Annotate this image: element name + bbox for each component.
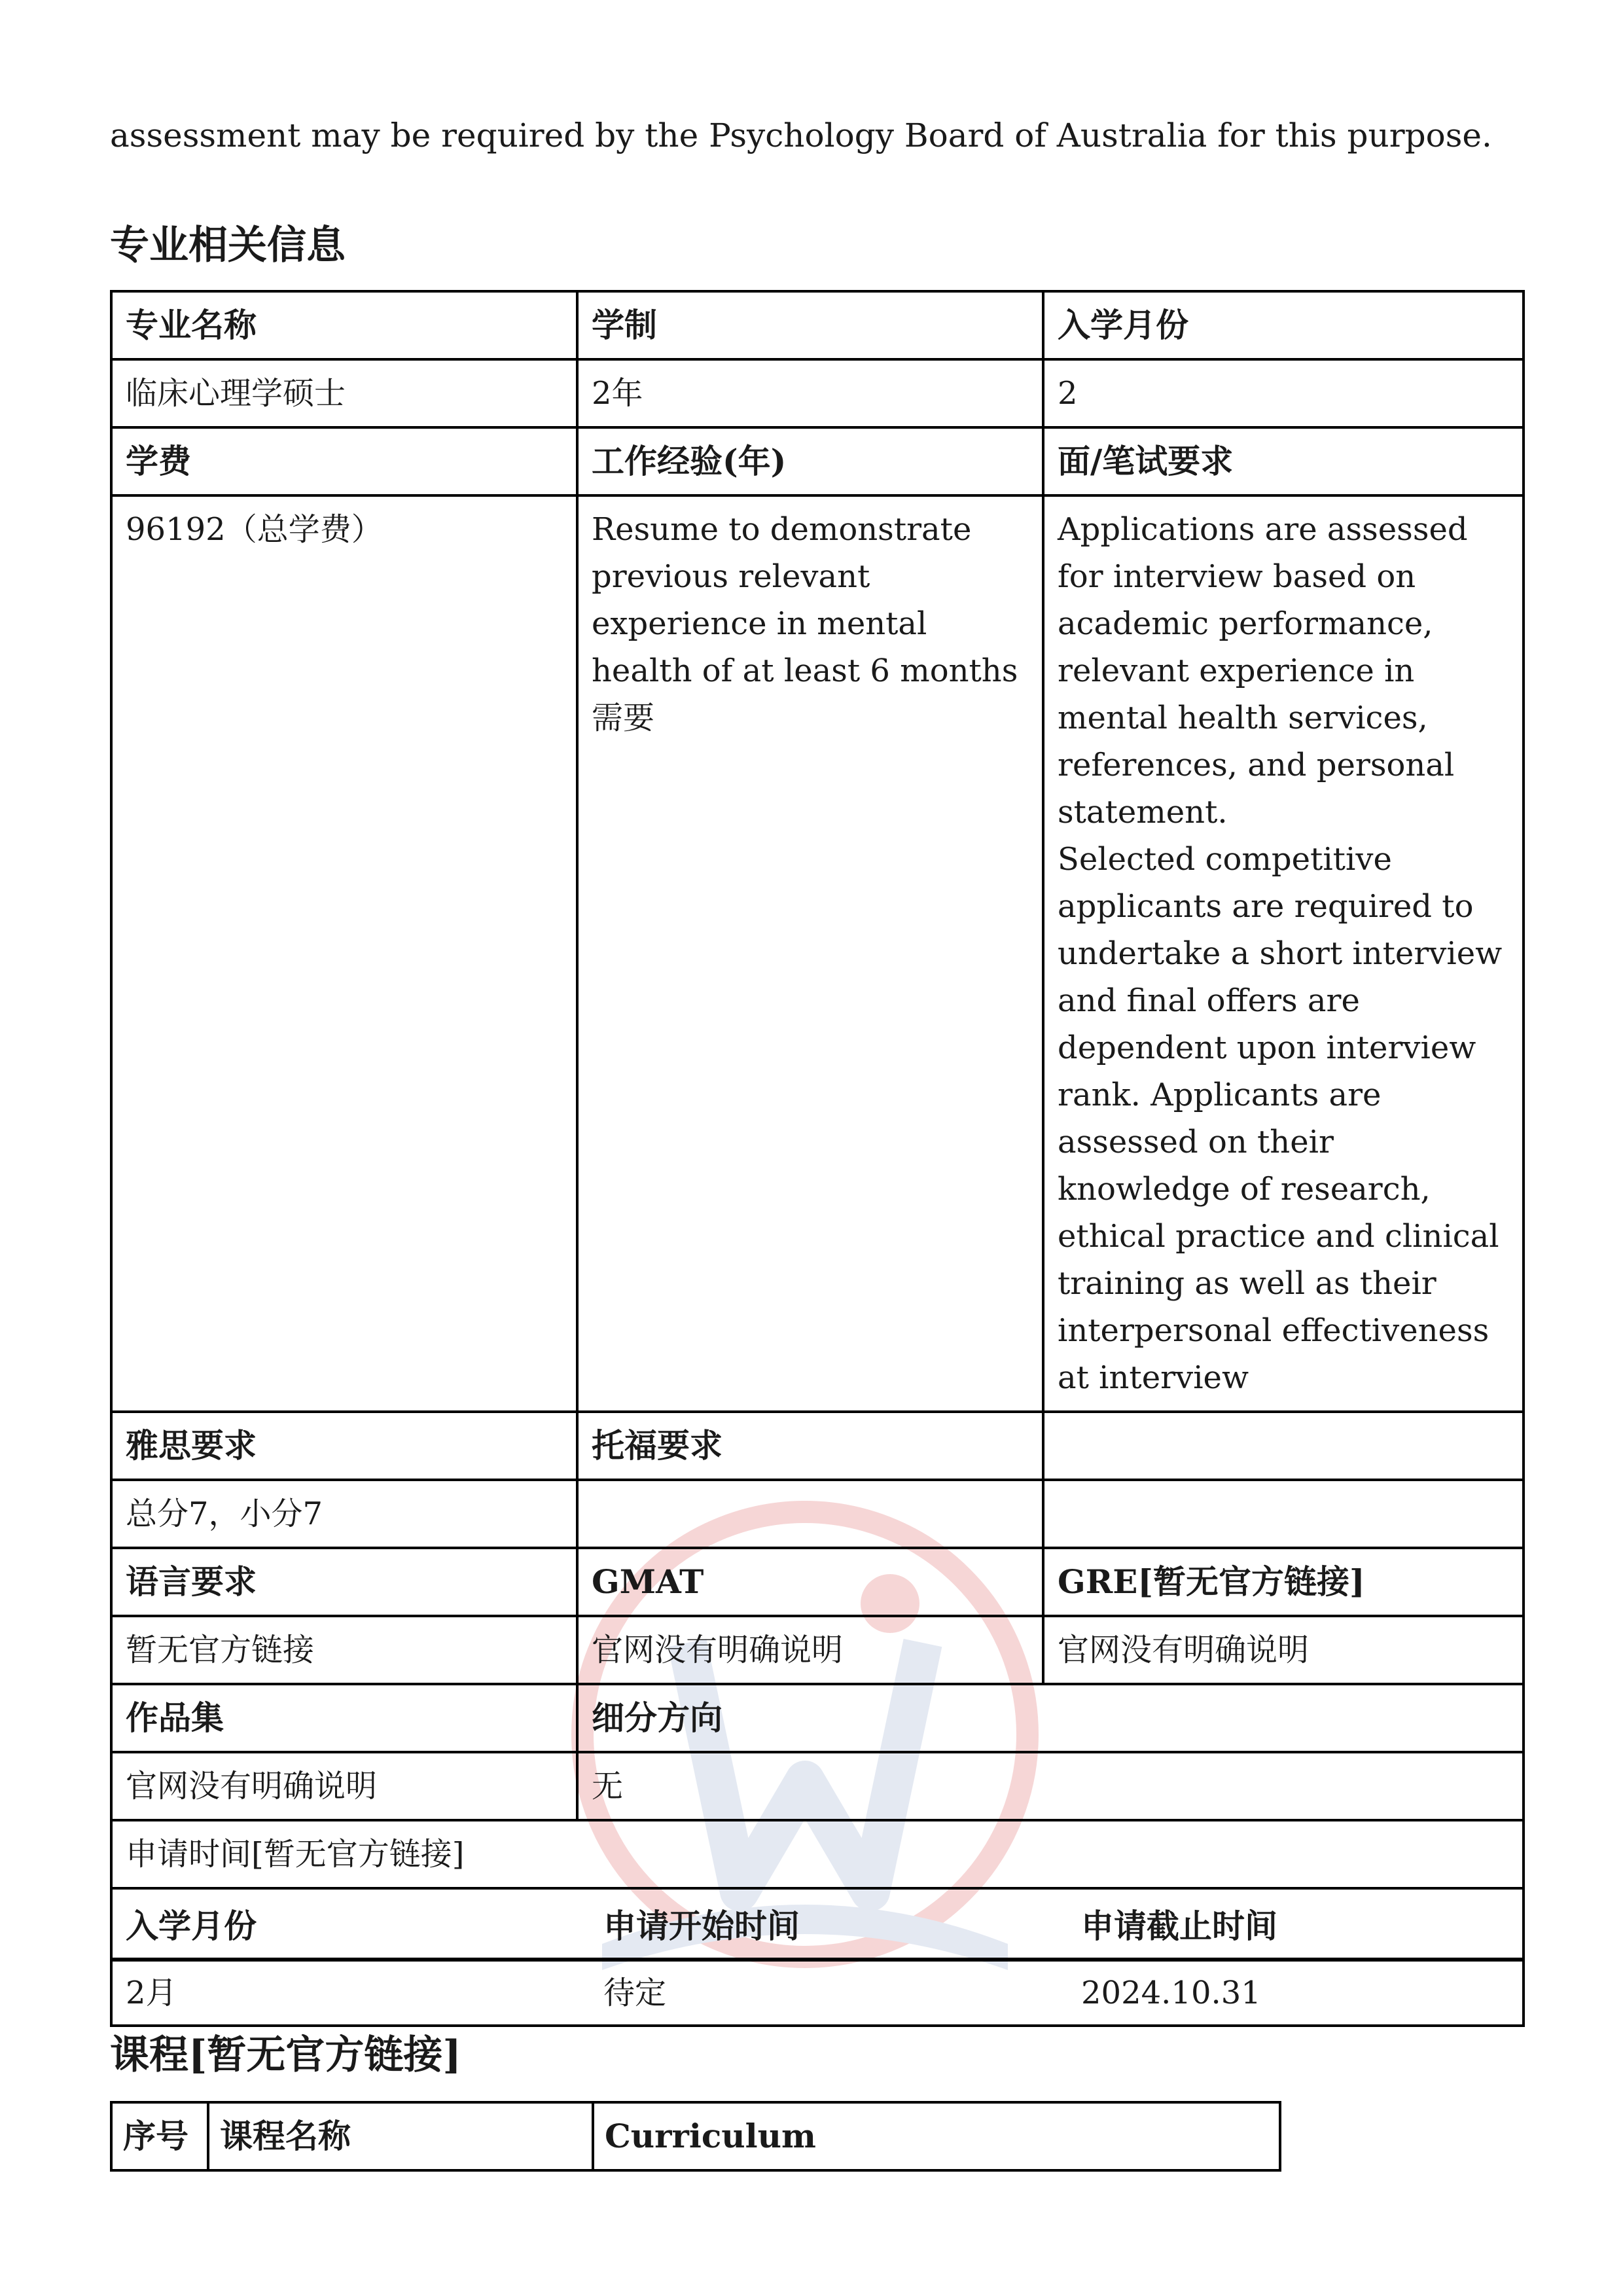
- value-duration: 2年: [577, 359, 1043, 427]
- program-info-table: [110, 290, 1525, 2027]
- label-application-time: 申请时间[暂无官方链接]: [111, 1820, 1524, 1888]
- value-major-name: 临床心理学硕士: [111, 359, 577, 427]
- label-duration: 学制: [577, 291, 1043, 359]
- label-application-open: 申请开始时间: [590, 1890, 1068, 1960]
- label-course-name: 课程名称: [208, 2102, 593, 2170]
- value-application-close: 2024.10.31: [1081, 1975, 1261, 2011]
- value-toefl: [577, 1480, 1043, 1548]
- label-ielts: 雅思要求: [111, 1412, 577, 1480]
- intro-paragraph: assessment may be required by the Psychology Board of Australia for this purpose.: [110, 117, 1492, 154]
- value-ielts: 总分7，小分7: [111, 1480, 577, 1548]
- label-course-index: 序号: [111, 2102, 208, 2170]
- label-language: 语言要求: [111, 1548, 577, 1616]
- label-work-experience: 工作经验(年): [577, 427, 1043, 495]
- value-language: 暂无官方链接: [111, 1616, 577, 1684]
- label-curriculum: Curriculum: [593, 2102, 1280, 2170]
- value-interview-requirement: Applications are assessed for interview based on academic performance, relevant experience in mental health services, references, and personal statement. Selected competitive applicants are required to undertake a short interview and final offers are dependent upon interview rank. Applicants are assessed on their knowledge of research, ethical practice and clinical training as well as their interpersonal effectiveness at interview: [1043, 495, 1524, 1412]
- value-application-open: 待定: [603, 1975, 667, 2011]
- value-portfolio: 官网没有明确说明: [111, 1752, 577, 1820]
- value-dates-intake: 2月: [126, 1975, 177, 2011]
- value-gre: 官网没有明确说明: [1043, 1616, 1524, 1684]
- course-table: [110, 2101, 1281, 2172]
- section-title-program-info: 专业相关信息: [110, 223, 346, 268]
- application-dates-table: [113, 1890, 1522, 2024]
- value-specialization: 无: [577, 1752, 1524, 1820]
- value-intake: 2: [1043, 359, 1524, 427]
- label-specialization: 细分方向: [577, 1684, 1524, 1752]
- label-toefl: 托福要求: [577, 1412, 1043, 1480]
- label-major-name: 专业名称: [111, 291, 577, 359]
- label-dates-intake: 入学月份: [113, 1890, 590, 1960]
- label-tuition: 学费: [111, 427, 577, 495]
- value-gmat: 官网没有明确说明: [577, 1616, 1043, 1684]
- value-tuition: 96192（总学费）: [111, 495, 577, 1412]
- value-work-experience: Resume to demonstrate previous relevant experience in mental health of at least 6 months 需要: [577, 495, 1043, 1412]
- empty-cell: [1043, 1480, 1524, 1548]
- section-title-courses: 课程[暂无官方链接]: [110, 2032, 461, 2078]
- label-interview-requirement: 面/笔试要求: [1043, 427, 1524, 495]
- label-intake: 入学月份: [1043, 291, 1524, 359]
- label-application-close: 申请截止时间: [1068, 1890, 1522, 1960]
- empty-cell: [1043, 1412, 1524, 1480]
- label-gre: GRE[暂无官方链接]: [1043, 1548, 1524, 1616]
- label-gmat: GMAT: [577, 1548, 1043, 1616]
- label-portfolio: 作品集: [111, 1684, 577, 1752]
